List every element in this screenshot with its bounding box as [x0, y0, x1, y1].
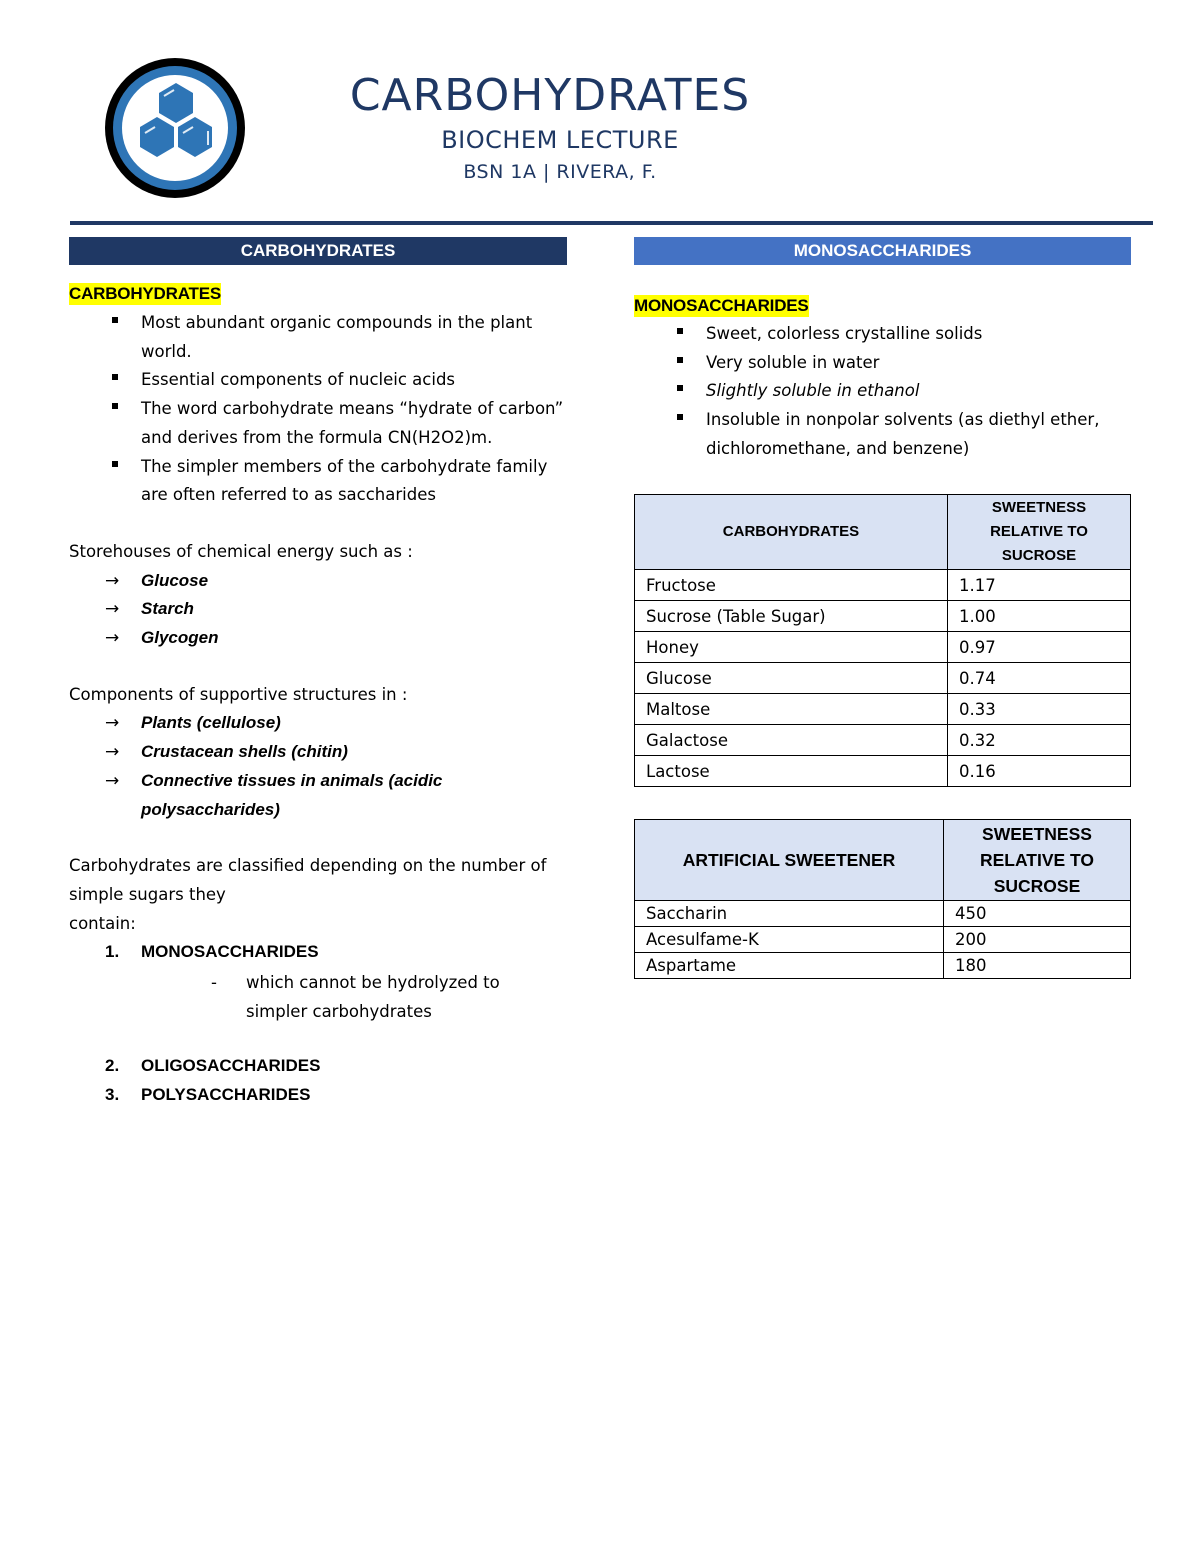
table-cell: 1.00 — [948, 601, 1131, 632]
list-item: → Connective tissues in animals (acidic polysaccharides) — [69, 767, 481, 824]
storehouses-intro: Storehouses of chemical energy such as : — [69, 541, 413, 561]
arrow-icon: → — [105, 742, 120, 763]
table-cell: Honey — [635, 632, 948, 663]
list-item: Very soluble in water — [634, 349, 1131, 378]
list-item: Slightly soluble in ethanol — [634, 377, 1131, 406]
table-row — [635, 953, 1131, 979]
list-item: → Plants (cellulose) — [69, 709, 567, 738]
table-header: CARBOHYDRATES — [635, 495, 948, 570]
table-row — [635, 927, 1131, 953]
list-item: The simpler members of the carbohydrate family are often referred to as saccharides — [69, 453, 567, 510]
table-row — [635, 570, 1131, 601]
table-cell: Glucose — [635, 663, 948, 694]
arrow-icon: → — [105, 570, 120, 591]
course-info: BSN 1A | RIVERA, F. — [463, 161, 657, 183]
page-subtitle: BIOCHEM LECTURE — [441, 126, 679, 154]
classification-intro-cont: contain: — [69, 913, 136, 933]
table-cell: Lactose — [635, 756, 948, 787]
table-row — [635, 725, 1131, 756]
right-section-banner: MONOSACCHARIDES — [634, 237, 1131, 265]
right-column — [634, 237, 1131, 464]
list-item: Sweet, colorless crystalline solids — [634, 320, 1131, 349]
list-item: Insoluble in nonpolar solvents (as diethyl ether, dichloromethane, and benzene) — [634, 406, 1131, 463]
list-item: Essential components of nucleic acids — [69, 366, 567, 395]
right-heading: MONOSACCHARIDES — [634, 296, 809, 315]
left-section-banner: CARBOHYDRATES — [69, 237, 567, 265]
arrow-icon: → — [105, 599, 120, 620]
table-cell: 200 — [944, 927, 1131, 953]
table-cell: Saccharin — [635, 901, 944, 927]
table-row — [635, 632, 1131, 663]
table-row — [635, 756, 1131, 787]
components-intro: Components of supportive structures in : — [69, 684, 408, 704]
sweetness-table — [634, 494, 1131, 787]
table-header: SWEETNESS RELATIVE TO SUCROSE — [944, 820, 1131, 901]
header-divider — [70, 221, 1153, 225]
class-item-mono: 1. MONOSACCHARIDES — [105, 942, 319, 962]
list-item: → Glucose — [69, 567, 567, 596]
table-cell: Aspartame — [635, 953, 944, 979]
table-cell: 450 — [944, 901, 1131, 927]
left-heading: CARBOHYDRATES — [69, 284, 221, 303]
class-item-poly: 3. POLYSACCHARIDES — [105, 1085, 311, 1105]
list-item: Most abundant organic compounds in the plant world. — [69, 309, 567, 366]
table-cell: 0.74 — [948, 663, 1131, 694]
arrow-icon: → — [105, 628, 120, 649]
carbohydrate-facts-list — [69, 309, 567, 510]
logo — [100, 53, 250, 203]
list-item: → Starch — [69, 595, 567, 624]
table-cell: Maltose — [635, 694, 948, 725]
arrow-icon: → — [105, 713, 120, 734]
table-cell: Fructose — [635, 570, 948, 601]
table-row — [635, 601, 1131, 632]
table-cell: Galactose — [635, 725, 948, 756]
class-item-oligo: 2. OLIGOSACCHARIDES — [105, 1056, 321, 1076]
monosaccharide-properties-list — [634, 320, 1131, 464]
storehouses-list — [69, 567, 567, 653]
table-cell: 0.33 — [948, 694, 1131, 725]
list-item: → Crustacean shells (chitin) — [69, 738, 567, 767]
table-cell: Acesulfame-K — [635, 927, 944, 953]
table-cell: 0.16 — [948, 756, 1131, 787]
table-cell: 0.97 — [948, 632, 1131, 663]
artificial-sweetener-table — [634, 819, 1131, 979]
table-cell: Sucrose (Table Sugar) — [635, 601, 948, 632]
table-cell: 1.17 — [948, 570, 1131, 601]
table-header: ARTIFICIAL SWEETENER — [635, 820, 944, 901]
list-item: The word carbohydrate means “hydrate of carbon” and derives from the formula CN(H2O2)m. — [69, 395, 567, 452]
page-title: CARBOHYDRATES — [349, 70, 751, 121]
list-item: → Glycogen — [69, 624, 567, 653]
classification-intro: Carbohydrates are classified depending on the number of simple sugars they — [69, 856, 547, 904]
table-header: SWEETNESS RELATIVE TO SUCROSE — [948, 495, 1131, 570]
table-row — [635, 663, 1131, 694]
table-row — [635, 694, 1131, 725]
mono-note: - which cannot be hydrolyzed to simpler carbohydrates — [211, 973, 500, 1021]
table-cell: 180 — [944, 953, 1131, 979]
hexagon-molecule-icon — [100, 53, 250, 203]
left-column — [69, 237, 567, 1110]
table-cell: 0.32 — [948, 725, 1131, 756]
arrow-icon: → — [105, 770, 120, 791]
table-row — [635, 901, 1131, 927]
components-list — [69, 709, 567, 824]
